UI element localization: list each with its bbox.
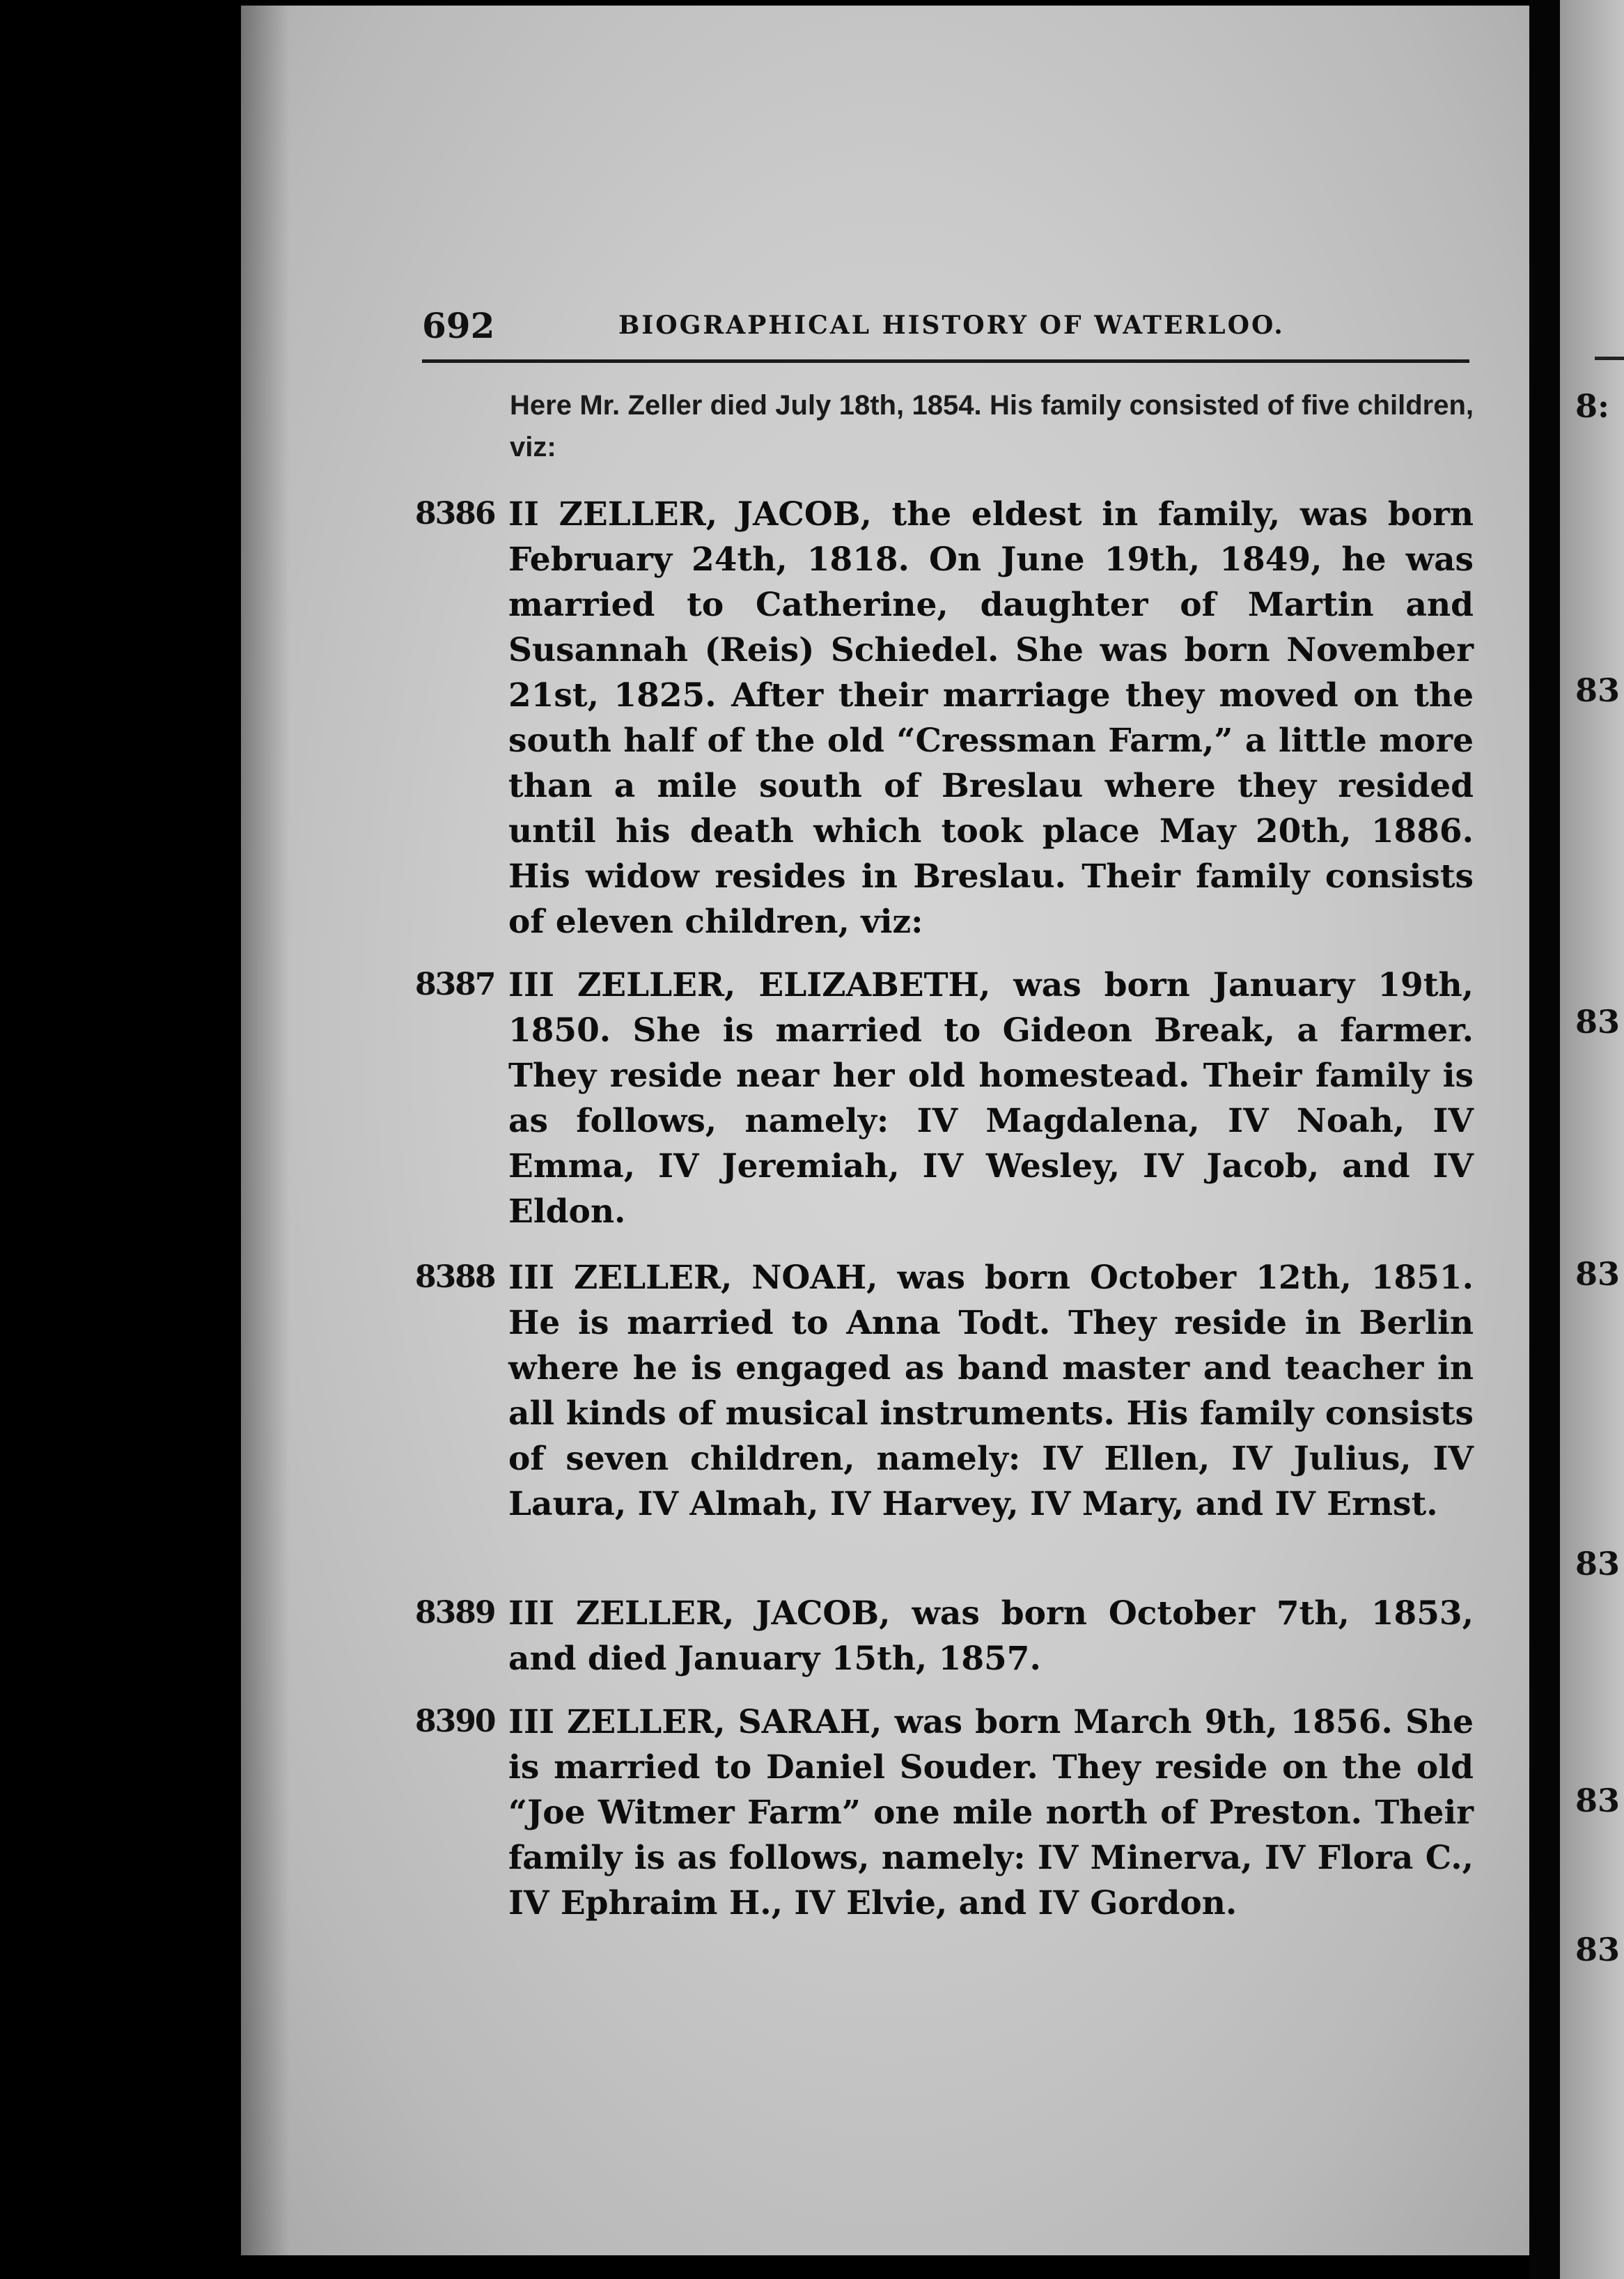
entry-number: 8389 <box>415 1595 495 1631</box>
facing-page-number-fragment: 83 <box>1575 1782 1621 1819</box>
page-number: 692 <box>422 305 495 346</box>
entry-text: II ZELLER, JACOB, the eldest in family, was born February 24th, 1818. On June 19th, 1849, he was married to Catherine, daughter of Martin and Susannah (Reis) Schiedel. She was born November 21st, 1825. After their marriage they moved on the south half of the old “Cressman Farm,” a little more than a mile south of Breslau where they resided until his death which took place May 20th, 1886. His widow resides in Breslau. Their family consists of eleven children, viz: <box>508 495 1474 941</box>
facing-page-number-fragment: 83 <box>1575 1931 1621 1968</box>
facing-page-rule <box>1595 357 1624 360</box>
facing-page-number-fragment: 83 <box>1575 1545 1621 1582</box>
page-header <box>422 305 1469 347</box>
intro-paragraph: Here Mr. Zeller died July 18th, 1854. His family consisted of five children, viz: <box>510 390 1474 462</box>
entry-number: 8388 <box>415 1259 495 1295</box>
entry-number: 8386 <box>415 496 495 531</box>
running-head: BIOGRAPHICAL HISTORY OF WATERLOO. <box>618 311 1285 340</box>
header-rule <box>422 359 1469 363</box>
entry-text: III ZELLER, JACOB, was born October 7th, 1853, and died January 15th, 1857. <box>508 1594 1474 1678</box>
entry-text: III ZELLER, ELIZABETH, was born January 19th, 1850. She is married to Gideon Break, a farmer. They reside near her old homestead. Their family is as follows, namely: IV Magdalena, IV Noah, IV Emma, IV Jeremiah, IV Wesley, IV Jacob, and IV Eldon. <box>508 966 1474 1231</box>
entry-text: III ZELLER, NOAH, was born October 12th, 1851. He is married to Anna Todt. They reside in Berlin where he is engaged as band master and teacher in all kinds of musical instruments. His family consists of seven children, namely: IV Ellen, IV Julius, IV Laura, IV Almah, IV Harvey, IV Mary, and IV Ernst. <box>508 1259 1474 1523</box>
facing-page-number-fragment: 83 <box>1575 1255 1621 1293</box>
facing-page-number-fragment: 83 <box>1575 671 1621 709</box>
page-binding-shadow <box>241 6 290 2255</box>
book-gutter <box>1529 0 1560 2279</box>
facing-page-number-fragment: 8: <box>1575 387 1609 425</box>
entry-number: 8390 <box>415 1704 495 1739</box>
facing-page-number-fragment: 83 <box>1575 1003 1621 1041</box>
entry-number: 8387 <box>415 967 495 1002</box>
entry-text: III ZELLER, SARAH, was born March 9th, 1856. She is married to Daniel Souder. They reside on the old “Joe Witmer Farm” one mile north of Preston. Their family is as follows, namely: IV Minerva, IV Flora C., IV Ephraim H., IV Elvie, and IV Gordon. <box>508 1703 1474 1922</box>
